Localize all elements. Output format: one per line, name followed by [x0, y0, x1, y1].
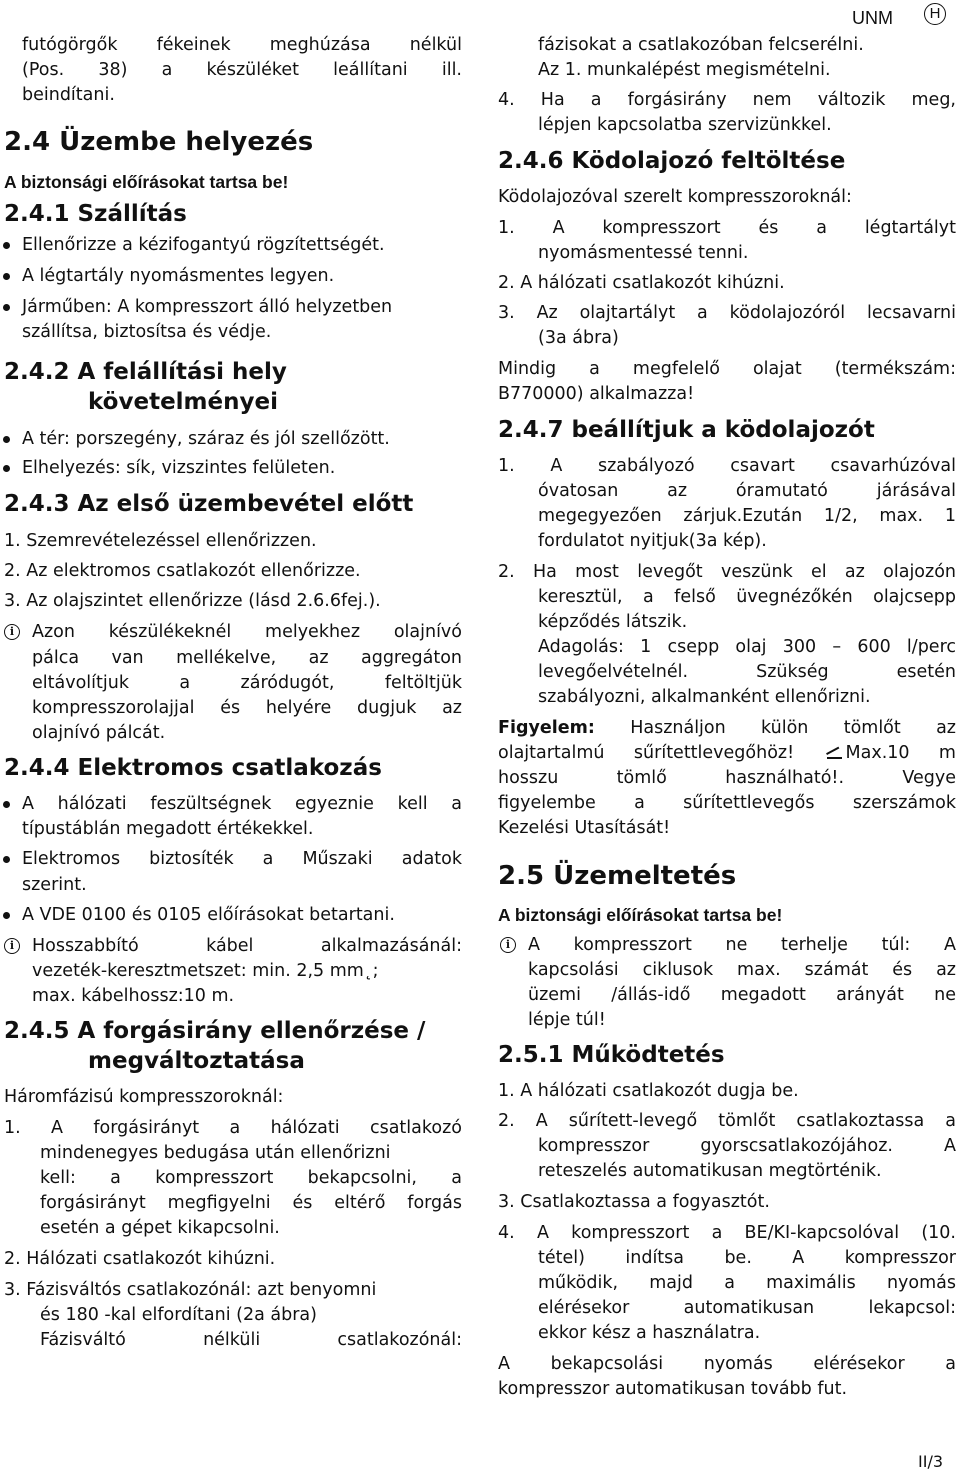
less-or-equal-icon — [826, 747, 842, 759]
safety-notice: A biztonsági előírásokat tartsa be! — [498, 905, 783, 925]
text-line: Mindig a megfelelő olajat (termékszám: — [498, 359, 956, 379]
subsection-heading: 2.4.3 Az első üzembevétel előtt — [4, 491, 414, 517]
text-line: (3a ábra) — [538, 328, 619, 348]
text-line: kell: a kompresszort bekapcsolni, a — [40, 1168, 462, 1188]
section-heading: 2.5 Üzemeltetés — [498, 861, 737, 891]
text-line: Kezelési Utasítását! — [498, 818, 671, 838]
text-line: 2. Ha most levegőt veszünk el az olajozón — [498, 562, 956, 582]
subsection-heading: 2.4.6 Ködolajozó feltöltése — [498, 148, 846, 174]
text-line: lépjen kapcsolatba szervizünkkel. — [538, 115, 832, 135]
text-line: beindítani. — [22, 85, 115, 105]
text-line: szerint. — [22, 875, 87, 895]
text-line: fordulatot nyitjuk(3a kép). — [538, 531, 767, 551]
warning-text: Használjon külön tömlőt az — [630, 718, 956, 738]
subsection-heading: követelményei — [88, 389, 278, 415]
text-line: lépje túl! — [528, 1010, 606, 1030]
text-line: Fázisváltó nélküli csatlakozónál: — [40, 1330, 462, 1350]
text-line: megegyezően zárjuk.Ezután 1/2, max. 1 — [538, 506, 956, 526]
text-line: 2. Hálózati csatlakozót kihúzni. — [4, 1249, 276, 1269]
text-line: működik, majd a maximális nyomás — [538, 1273, 956, 1293]
text-line: eltávolítjuk a záródugót, feltöltjük — [32, 673, 462, 693]
subsection-heading: 2.4.2 A felállítási hely — [4, 359, 287, 385]
warning-label: Figyelem: — [498, 718, 595, 738]
text-line: ekkor kész a használatra. — [538, 1323, 761, 1343]
text-line: B770000) alkalmazza! — [498, 384, 695, 404]
subsection-heading: 2.4.7 beállítjuk a ködolajozót — [498, 417, 875, 443]
brand-label: UNM — [852, 8, 893, 28]
text-line: max. kábelhossz:10 m. — [32, 986, 235, 1006]
text-line: óvatosan az óramutató járásával — [538, 481, 956, 501]
text-line: futógörgők fékeinek meghúzása nélkül — [22, 35, 462, 55]
section-heading: 2.4 Üzembe helyezés — [4, 127, 314, 157]
text-line: 3. Az olajszintet ellenőrizze (lásd 2.6.6fej.). — [4, 591, 381, 611]
text-line: szabályozni, alkalmanként ellenőrizni. — [538, 687, 871, 707]
text-line: 4. A kompresszort a BE/KI-kapcsolóval (10. — [498, 1223, 956, 1243]
text-line: és 180 -kal elfordítani (2a ábra) — [40, 1305, 317, 1325]
text-line: szállítsa, biztosítsa és védje. — [22, 322, 272, 342]
bullet-item: A légtartály nyomásmentes legyen. — [22, 266, 335, 286]
text-line: hosszu tömlő használható!. Vegye — [498, 768, 956, 788]
text-line: üzemi /állás-idő megadott arányát ne — [528, 985, 956, 1005]
text-line: 1. A kompresszort és a légtartályt — [498, 218, 956, 238]
text-line: pálca van mellékelve, az aggregáton — [32, 648, 462, 668]
info-icon: i — [4, 938, 20, 954]
bullet-item: A VDE 0100 és 0105 előírásokat betartani. — [22, 905, 395, 925]
subsection-heading: 2.4.4 Elektromos csatlakozás — [4, 755, 382, 781]
text-line: 1. A szabályozó csavart csavarhúzóval — [498, 456, 956, 476]
text-line: keresztül, a felső üvegnézőkén olajcsepp — [538, 587, 956, 607]
text-line: A bekapcsolási nyomás elérésekor a — [498, 1354, 956, 1374]
subsection-heading: 2.4.5 A forgásirány ellenőrzése / — [4, 1018, 426, 1044]
info-icon: i — [4, 624, 20, 640]
text-line: Ködolajozóval szerelt kompresszoroknál: — [498, 187, 852, 207]
bullet-item: Járműben: A kompresszort álló helyzetben — [22, 297, 393, 317]
hose-limit-line — [498, 742, 956, 764]
text-line: mindenegyes bedugása után ellenőrizni — [40, 1143, 391, 1163]
text-line: 4. Ha a forgásirány nem változik meg, — [498, 90, 956, 110]
bullet-item: A tér: porszegény, száraz és jól szellőzött. — [22, 429, 390, 449]
text-line: Az 1. munkalépést megismételni. — [538, 60, 831, 80]
bullet-item: Ellenőrizze a kézifogantyú rögzítettségét. — [22, 235, 385, 255]
text-line: 1. A hálózati csatlakozót dugja be. — [498, 1081, 799, 1101]
bullet-item: A hálózati feszültségnek egyeznie kell a — [22, 794, 462, 814]
bullet-item: Elhelyezés: sík, vizszintes felületen. — [22, 458, 336, 478]
text-line: forgásirányt megfigyelni és eltérő forgás — [40, 1193, 462, 1213]
text-line: fázisokat a csatlakozóban felcserélni. — [538, 35, 864, 55]
warning-line — [498, 717, 956, 739]
text-line: Háromfázisú kompresszoroknál: — [4, 1087, 284, 1107]
text-line: kompresszor automatikusan tovább fut. — [498, 1379, 848, 1399]
text-line: 3. Az olajtartályt a ködolajozóról lecsavarni — [498, 303, 956, 323]
safety-notice: A biztonsági előírásokat tartsa be! — [4, 172, 289, 192]
language-badge: H — [924, 3, 946, 25]
text-line: olajnívó pálcát. — [32, 723, 166, 743]
text-segment: Max.10 m — [845, 743, 956, 763]
text-line: 2. A hálózati csatlakozót kihúzni. — [498, 273, 785, 293]
subsection-heading: 2.5.1 Működtetés — [498, 1042, 725, 1068]
text-line: 2. Az elektromos csatlakozót ellenőrizze. — [4, 561, 361, 581]
subsection-heading: megváltoztatása — [88, 1048, 305, 1074]
text-line: 1. A forgásirányt a hálózati csatlakozó — [4, 1118, 462, 1138]
text-line: figyelembe a sűrítettlevegős szerszámok — [498, 793, 956, 813]
text-line: reteszelés automatikusan megtörténik. — [538, 1161, 882, 1181]
text-line: képződés látszik. — [538, 612, 688, 632]
text-line: kapcsolási ciklusok max. számát és az — [528, 960, 956, 980]
text-line: 2. A sűrített-levegő tömlőt csatlakoztassa a — [498, 1111, 956, 1131]
text-line: levegőelvételnél. Szükség esetén — [538, 662, 956, 682]
text-line: kompresszorolajjal és helyére dugjuk az — [32, 698, 462, 718]
text-line: Adagolás: 1 csepp olaj 300 – 600 l/perc — [538, 637, 956, 657]
info-note-line: Hosszabbító kábel alkalmazásánál: — [32, 936, 462, 956]
info-icon: i — [500, 937, 516, 953]
text-line: 3. Csatlakoztassa a fogyasztót. — [498, 1192, 770, 1212]
text-line: típustáblán megadott értékekkel. — [22, 819, 314, 839]
text-line: kompresszor gyorscsatlakozójához. A — [538, 1136, 956, 1156]
info-note-line: A kompresszort ne terhelje túl: A — [528, 935, 956, 955]
text-line: esetén a gépet kikapcsolni. — [40, 1218, 280, 1238]
text-line: (Pos. 38) a készüléket leállítani ill. — [22, 60, 462, 80]
bullet-item: Elektromos biztosíték a Műszaki adatok — [22, 849, 462, 869]
text-line: 3. Fázisváltós csatlakozónál: azt benyomni — [4, 1280, 377, 1300]
info-note-line: Azon készülékeknél melyekhez olajnívó — [32, 622, 462, 642]
subsection-heading: 2.4.1 Szállítás — [4, 201, 187, 227]
text-line: elérésekor automatikusan lekapcsol: — [538, 1298, 956, 1318]
text-line: 1. Szemrevételezéssel ellenőrizzen. — [4, 531, 317, 551]
text-segment: olajtartalmú sűrítettlevegőhöz! — [498, 743, 795, 763]
text-line: vezeték-keresztmetszet: min. 2,5 mm˛; — [32, 961, 379, 981]
text-line: nyomásmentessé tenni. — [538, 243, 749, 263]
page-number: II/3 — [918, 1452, 944, 1471]
text-line: tétel) indítsa be. A kompresszor — [538, 1248, 956, 1268]
